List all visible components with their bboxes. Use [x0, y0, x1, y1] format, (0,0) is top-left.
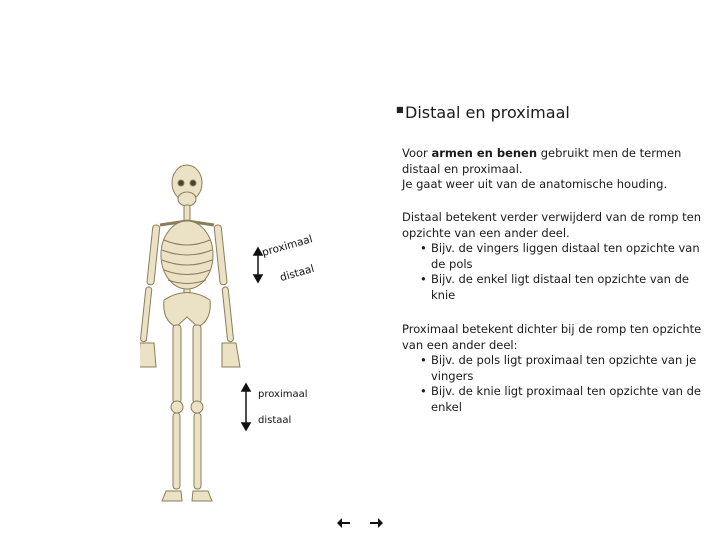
proximaal-paragraph	[402, 322, 707, 415]
jaw	[178, 192, 196, 206]
list-item: • Bijv. de pols ligt proximaal ten opzichte van je vingers	[420, 353, 697, 383]
right-tibia	[194, 413, 201, 489]
proximaal-definition: Proximaal betekent dichter bij de romp ten opzichte van een ander deel:	[402, 322, 702, 352]
left-humerus	[147, 225, 160, 285]
right-femur	[193, 325, 201, 403]
distaal-bullets	[402, 241, 707, 303]
arrow-left-icon	[336, 515, 352, 531]
right-knee	[191, 401, 203, 413]
skeleton-figure	[140, 155, 370, 515]
list-item: • Bijv. de knie ligt proximaal ten opzichte van de enkel	[420, 384, 701, 414]
distaal-definition: Distaal betekent verder verwijderd van de romp ten opzichte van een ander deel.	[402, 210, 702, 240]
leg-direction-arrow	[242, 384, 250, 430]
leg-label-distaal: distaal	[258, 415, 292, 426]
left-foot	[162, 491, 182, 501]
slide-title: Distaal en proximaal	[405, 103, 570, 122]
leg-label-proximaal: proximaal	[258, 389, 308, 400]
left-forearm	[140, 287, 152, 342]
intro-text-line2: Je gaat weer uit van de anatomische houding.	[402, 177, 668, 191]
distaal-paragraph	[402, 210, 707, 303]
next-slide-button[interactable]	[368, 515, 384, 531]
arm-direction-arrow	[254, 248, 262, 282]
title-bullet: ■	[396, 105, 404, 114]
left-hand	[140, 343, 156, 367]
right-forearm	[222, 287, 234, 342]
right-hand	[222, 343, 240, 367]
proximaal-bullets	[402, 353, 707, 415]
left-femur	[173, 325, 181, 403]
pelvis	[164, 293, 211, 328]
left-tibia	[173, 413, 180, 489]
right-humerus	[214, 225, 227, 285]
arrow-right-icon	[368, 515, 384, 531]
arm-label-proximaal: proximaal	[260, 233, 314, 259]
skeleton-illustration	[140, 155, 370, 515]
intro-text-post: gebruikt men de termen distaal en proximaal.	[402, 146, 682, 176]
left-knee	[171, 401, 183, 413]
arm-label-distaal: distaal	[278, 262, 316, 284]
previous-slide-button[interactable]	[336, 515, 352, 531]
list-item: • Bijv. de enkel ligt distaal ten opzichte van de knie	[420, 272, 689, 302]
right-foot	[192, 491, 212, 501]
intro-text-pre: Voor	[402, 146, 432, 160]
intro-text-bold: armen en benen	[431, 146, 538, 160]
list-item: • Bijv. de vingers liggen distaal ten opzichte van de pols	[420, 241, 700, 271]
intro-paragraph	[402, 146, 707, 193]
